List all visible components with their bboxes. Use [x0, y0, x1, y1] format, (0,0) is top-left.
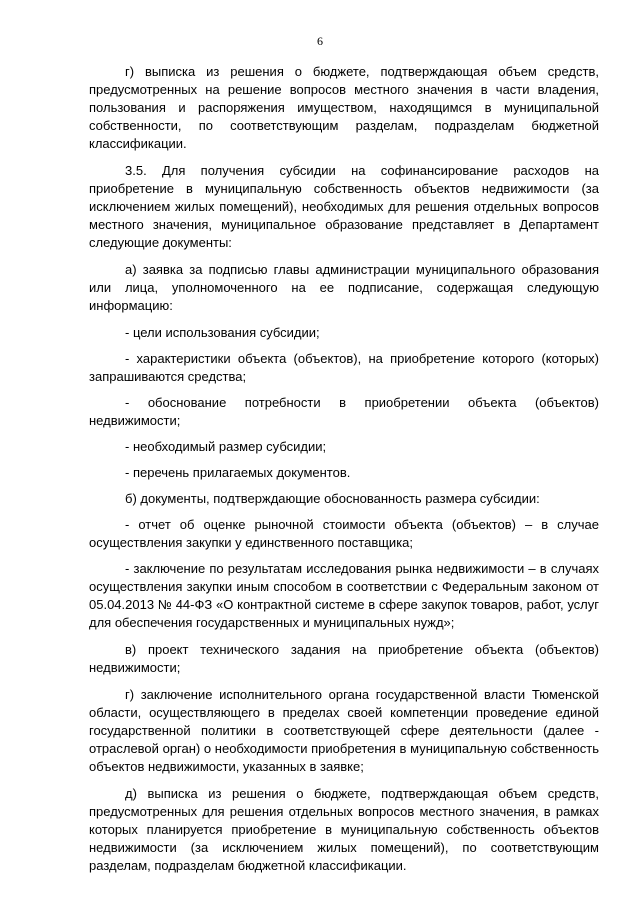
- paragraph-g-budget-extract: г) выписка из решения о бюджете, подтверждающая объем средств, предусмотренных на решение вопросов местного значения в части владения, пользования и распоряжения имуществом, находящимся в муниципальной собственности, по соответствующим разделам, подразделам бюджетной классификации.: [89, 64, 599, 151]
- list-item-valuation-report: - отчет об оценке рыночной стоимости объекта (объектов) – в случае осуществления закупки у единственного поставщика;: [89, 517, 599, 550]
- page-number: 6: [317, 34, 323, 48]
- list-item-subsidy-purpose: - цели использования субсидии;: [125, 325, 320, 340]
- list-item-subsidy-amount: - необходимый размер субсидии;: [125, 439, 327, 454]
- list-item-market-research: - заключение по результатам исследования рынка недвижимости – в случаях осуществления закупки иным способом в соответствии с Федеральным законом от 05.04.2013 № 44-ФЗ «О контрактной системе в сфере закупок товаров, работ, услуг для обеспечения государственных и муниципальных нужд»;: [89, 561, 599, 630]
- document-body: [89, 63, 599, 884]
- paragraph-v-technical-specification: в) проект технического задания на приобретение объекта (объектов) недвижимости;: [89, 642, 599, 675]
- paragraph-d-budget-extract: д) выписка из решения о бюджете, подтверждающая объем средств, предусмотренных для решения отдельных вопросов местного значения, в рамках которых планируется приобретение в муниципальную собственность объектов недвижимости (за исключением жилых помещений), по соответствующим разделам, подразделам бюджетной классификации.: [89, 786, 599, 873]
- list-item-attached-documents: - перечень прилагаемых документов.: [125, 465, 351, 480]
- paragraph-b-supporting-documents: б) документы, подтверждающие обоснованность размера субсидии:: [125, 491, 540, 506]
- paragraph-3-5: 3.5. Для получения субсидии на софинансирование расходов на приобретение в муниципальную собственность объектов недвижимости (за исключением жилых помещений), необходимых для решения отдельных вопросов местного значения, муниципальное образование представляет в Департамент следующие документы:: [89, 163, 599, 250]
- paragraph-g-executive-conclusion: г) заключение исполнительного органа государственной власти Тюменской области, осуществляющего в пределах своей компетенции проведение единой государственной политики в соответствующей сфере деятельности (далее - отраслевой орган) о необходимости приобретения в муниципальную собственность объектов недвижимости, указанных в заявке;: [89, 687, 599, 774]
- list-item-need-justification: - обоснование потребности в приобретении объекта (объектов) недвижимости;: [89, 395, 599, 428]
- list-item-object-characteristics: - характеристики объекта (объектов), на приобретение которого (которых) запрашиваются средства;: [89, 351, 599, 384]
- paragraph-a-application: а) заявка за подписью главы администрации муниципального образования или лица, уполномоченного на ее подписание, содержащая следующую информацию:: [89, 262, 599, 313]
